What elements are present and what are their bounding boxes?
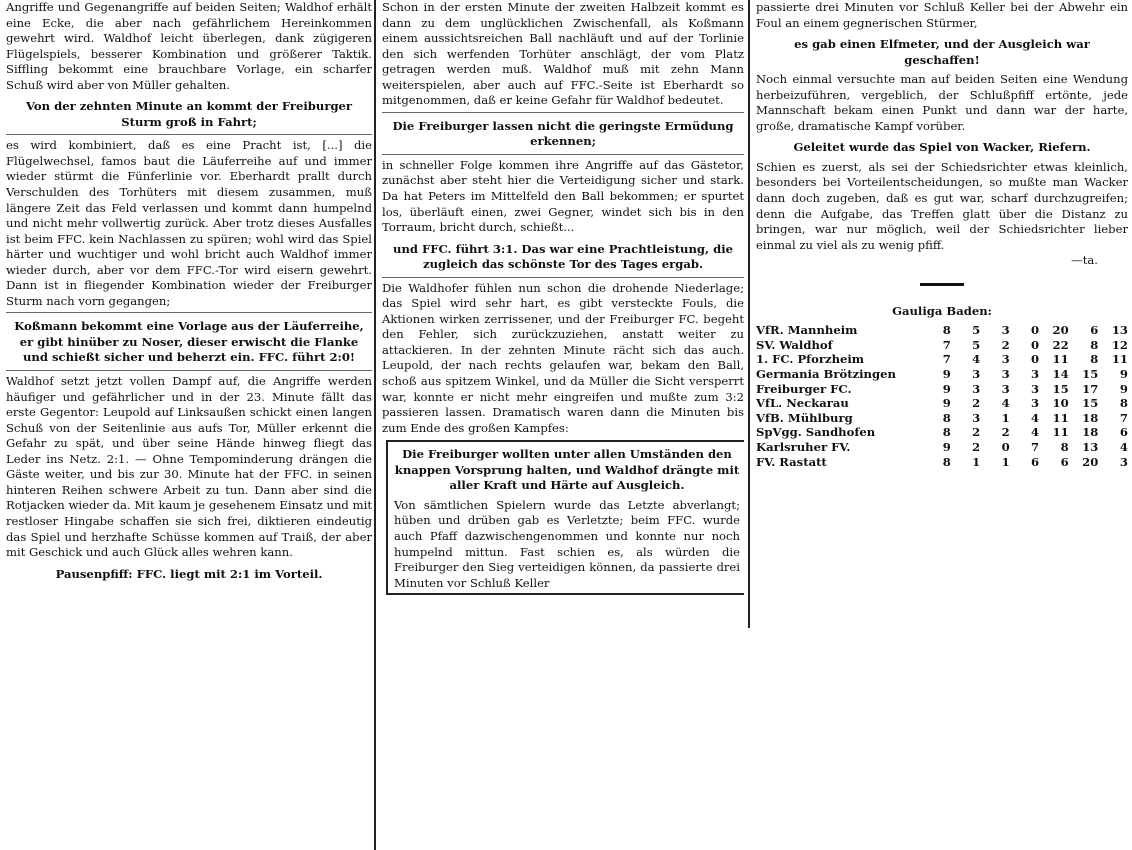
paragraph: Von sämtlichen Spielern wurde das Letzte abverlangt; hüben und drüben gab es Verletzte; beim FFC. wurde auch Pfaff dazwischengenommen und konnte nur noch humpelnd mittun. Fast schien es, als würden die Freiburger den Sieg verteidigen können, da passierte drei Minuten vor Schluß Keller <box>394 497 740 590</box>
article-column-2 <box>382 0 744 850</box>
stat-cell: 10 <box>1052 396 1069 411</box>
stat-cell: 9 <box>942 440 951 455</box>
stat-cell: 6 <box>1030 454 1040 469</box>
stat-cell: 11 <box>1052 352 1069 367</box>
paragraph: Angriffe und Gegenangriffe auf beiden Seiten; Waldhof erhält eine Ecke, die aber nach gefährlichem Hereinkommen gewehrt wird. Waldhof leicht überlegen, dank zügigeren Flügelspiels, besserer Kombination und größerer Taktik. Siffling bekommt eine brauchbare Vorlage, ein scharfer Schuß wird aber von Müller gehalten. <box>6 0 372 92</box>
subheading: Die Freiburger wollten unter allen Umständen den knappen Vorsprung halten, und Waldhof drängte mit aller Kraft und Härte auf Ausgleich. <box>394 447 740 493</box>
team-name-cell: VfR. Mannheim <box>756 323 858 338</box>
stat-cell: 9 <box>942 381 951 396</box>
table-row <box>756 338 1128 353</box>
stat-cell: 8 <box>942 454 951 469</box>
separator <box>6 370 372 371</box>
stat-cell: 13 <box>1111 323 1128 338</box>
stat-cell: 2 <box>972 440 981 455</box>
stat-cell: 20 <box>1082 454 1099 469</box>
stat-cell: 11 <box>1111 352 1128 367</box>
paragraph: es wird kombiniert, daß es eine Pracht ist, [...] die Flügelwechsel, famos baut die Läuferreihe auf und immer wieder stürmt die Fünferlinie vor. Eberhardt prallt durch Verschulden des Torhüters mit diesem zusammen, muß längere Zeit das Feld verlassen und kommt dann humpelnd und nicht mehr vollwertig zurück. Aber trotz dieses Ausfalles ist beim FFC. kein Nachlassen zu spüren; wohl wird das Spiel härter und wuchtiger und wohl bricht auch Waldhof immer wieder durch, aber vor dem FFC.-Tor wird eisern gewehrt. Dann ist in fliegender Kombination wieder der Freiburger Sturm nach vorn gegangen; <box>6 138 372 308</box>
subheading: Geleitet wurde das Spiel von Wacker, Riefern. <box>793 140 1091 155</box>
stat-cell: 7 <box>1030 440 1040 455</box>
separator <box>920 283 964 286</box>
stat-cell: 8 <box>1090 337 1099 352</box>
table-row <box>756 455 1128 470</box>
column-divider <box>374 0 376 850</box>
stat-cell: 7 <box>1119 410 1128 425</box>
table-row <box>756 396 1128 411</box>
team-name-cell: 1. FC. Pforzheim <box>756 352 865 367</box>
team-name-cell: Freiburger FC. <box>756 381 852 396</box>
stat-cell: 9 <box>1119 367 1128 382</box>
stat-cell: 3 <box>1001 323 1010 338</box>
stat-cell: 3 <box>1030 396 1040 411</box>
stat-cell: 3 <box>1030 381 1040 396</box>
stat-cell: 3 <box>972 381 981 396</box>
stat-cell: 6 <box>1060 454 1069 469</box>
stat-cell: 18 <box>1082 410 1099 425</box>
stat-cell: 4 <box>1119 440 1128 455</box>
team-name-cell: SV. Waldhof <box>756 337 833 352</box>
stat-cell: 22 <box>1052 337 1069 352</box>
stat-cell: 2 <box>1001 425 1010 440</box>
stat-cell: 8 <box>942 323 951 338</box>
team-name-cell: Germania Brötzingen <box>756 367 896 382</box>
paragraph: Die Waldhofer fühlen nun schon die drohende Niederlage; das Spiel wird sehr hart, es gibt versteckte Fouls, die Aktionen wirken zerrissener, und der Freiburger FC. begeht den Fehler, sich zurückzuziehen, anstatt weiter zu attackieren. In der zehnten Minute rächt sich das auch. Leupold, der nach rechts gelaufen war, bekam den Ball, schoß aus spitzem Winkel, und da Müller die Sicht versperrt war, konnte er nicht mehr eingreifen und mußte zum 3:2 passieren lassen. Dramatisch waren dann die Minuten bis zum Ende des großen Kampfes: <box>382 280 744 435</box>
stat-cell: 1 <box>972 454 981 469</box>
article-column-1 <box>6 0 372 850</box>
table-row <box>756 367 1128 382</box>
stat-cell: 18 <box>1082 425 1099 440</box>
subheading: Pausenpfiff: FFC. liegt mit 2:1 im Vorteil. <box>55 566 323 581</box>
stat-cell: 3 <box>1001 381 1010 396</box>
subheading: und FFC. führt 3:1. Das war eine Prachtleistung, die zugleich das schönste Tor des Tages ergab. <box>393 241 733 272</box>
table-row <box>756 411 1128 426</box>
stat-cell: 8 <box>1060 440 1069 455</box>
standings-table <box>756 323 1128 469</box>
stat-cell: 4 <box>1001 396 1010 411</box>
stat-cell: 20 <box>1052 323 1069 338</box>
team-name-cell: VfL. Neckarau <box>756 396 849 411</box>
separator <box>382 112 744 113</box>
stat-cell: 0 <box>1001 440 1010 455</box>
stat-cell: 8 <box>942 410 951 425</box>
subheading: Koßmann bekommt eine Vorlage aus der Läuferreihe, er gibt hinüber zu Noser, dieser erwischt die Flanke und schießt sicher und beherzt ein. FFC. führt 2:0! <box>14 319 364 365</box>
stat-cell: 7 <box>942 337 951 352</box>
stat-cell: 2 <box>972 396 981 411</box>
stat-cell: 0 <box>1030 352 1040 367</box>
separator <box>382 277 744 278</box>
column-divider <box>748 0 750 628</box>
paragraph: Schien es zuerst, als sei der Schiedsrichter etwas kleinlich, besonders bei Vorteilentscheidungen, so mußte man Wacker dann doch zugeben, daß es gut war, scharf durchzugreifen; denn die Aufgabe, das Treffen glatt über die Distanz zu bringen, war nur möglich, weil der Schiedsrichter lieber einmal zu viel als zu wenig pfiff. <box>756 159 1128 252</box>
stat-cell: 11 <box>1052 425 1069 440</box>
stat-cell: 12 <box>1111 337 1128 352</box>
stat-cell: 5 <box>972 323 981 338</box>
stat-cell: 1 <box>1001 410 1010 425</box>
stat-cell: 9 <box>942 396 951 411</box>
stat-cell: 3 <box>1001 352 1010 367</box>
stat-cell: 3 <box>1001 367 1010 382</box>
separator <box>382 154 744 155</box>
stat-cell: 3 <box>1030 367 1040 382</box>
stat-cell: 17 <box>1082 381 1099 396</box>
stat-cell: 4 <box>972 352 981 367</box>
stat-cell: 15 <box>1052 381 1069 396</box>
team-name-cell: FV. Rastatt <box>756 454 827 469</box>
stat-cell: 15 <box>1082 367 1099 382</box>
stat-cell: 7 <box>942 352 951 367</box>
stat-cell: 0 <box>1030 337 1040 352</box>
article-column-3 <box>756 0 1128 850</box>
paragraph: Waldhof setzt jetzt vollen Dampf auf, die Angriffe werden häufiger und gefährlicher und in der 23. Minute fällt das erste Gegentor: Leupold auf Linksaußen schickt einen langen Schuß von der Seitenlinie aus aufs Tor, Müller erkennt die Gefahr zu spät, und über seine Hände hinweg fliegt das Leder ins Netz. 2:1. — Ohne Tempominderung drängen die Gäste weiter, und bis zur 30. Minute hat der FFC. in seinen hinteren Reihen schwere Arbeit zu tun. Dann aber sind die Rotjacken wieder da. Mit kaum je gesehenem Einsatz und mit restloser Hingabe schaffen sie sich frei, diktieren eindeutig das Spiel und herzhafte Schüsse kommen auf Traiß, der aber mit Geschick und auch Glück alles wehren kann. <box>6 374 372 560</box>
stat-cell: 9 <box>1119 381 1128 396</box>
team-name-cell: VfB. Mühlburg <box>756 410 853 425</box>
stat-cell: 8 <box>1090 352 1099 367</box>
paragraph: passierte drei Minuten vor Schluß Keller bei der Abwehr ein Foul an einem gegnerischen Stürmer, <box>756 0 1128 30</box>
paragraph: Schon in der ersten Minute der zweiten Halbzeit kommt es dann zu dem unglücklichen Zwischenfall, als Koßmann einem aussichtsreichen Ball nachläuft und auf der Torlinie den sich werfenden Torhüter anschlägt, der vom Platz getragen werden muß. Waldhof muß mit zehn Mann weiterspielen, aber auch auf FFC.-Seite ist Eberhardt so mitgenommen, daß er keine Gefahr für Waldhof bedeutet. <box>382 0 744 108</box>
paragraph: Noch einmal versuchte man auf beiden Seiten eine Wendung herbeizuführen, vergeblich, der Schlußpfiff ertönte, jede Mannschaft bekam einen Punkt und dann war der harte, große, dramatische Kampf vorüber. <box>756 72 1128 133</box>
stat-cell: 8 <box>942 425 951 440</box>
stat-cell: 1 <box>1001 454 1010 469</box>
team-name-cell: SpVgg. Sandhofen <box>756 425 876 440</box>
stat-cell: 4 <box>1030 425 1040 440</box>
separator <box>6 312 372 313</box>
stat-cell: 6 <box>1090 323 1099 338</box>
paragraph: in schneller Folge kommen ihre Angriffe auf das Gästetor, zunächst aber steht hier die Verteidigung sicher und stark. Da hat Peters im Mittelfeld den Ball bekommen; er spurtet los, überläuft einen, zwei Gegner, windet sich bis in den Torraum, bricht durch, schießt... <box>382 157 744 235</box>
table-row <box>756 323 1128 338</box>
stat-cell: 5 <box>972 337 981 352</box>
stat-cell: 4 <box>1030 410 1040 425</box>
stat-cell: 2 <box>1001 337 1010 352</box>
stat-cell: 3 <box>972 410 981 425</box>
subheading: Die Freiburger lassen nicht die geringste Ermüdung erkennen; <box>392 118 734 149</box>
table-row <box>756 352 1128 367</box>
stat-cell: 6 <box>1119 425 1128 440</box>
table-row <box>756 440 1128 455</box>
stat-cell: 3 <box>1119 454 1128 469</box>
stat-cell: 14 <box>1052 367 1069 382</box>
boxed-section <box>386 440 744 595</box>
subheading: Von der zehnten Minute an kommt der Freiburger Sturm groß in Fahrt; <box>25 99 353 129</box>
stat-cell: 2 <box>972 425 981 440</box>
table-row <box>756 382 1128 397</box>
team-name-cell: Karlsruher FV. <box>756 440 851 455</box>
separator <box>6 134 372 135</box>
author-signature: —ta. <box>1071 253 1098 268</box>
stat-cell: 11 <box>1052 410 1069 425</box>
stat-cell: 0 <box>1030 323 1040 338</box>
stat-cell: 3 <box>972 367 981 382</box>
subheading: es gab einen Elfmeter, und der Ausgleich war geschaffen! <box>794 37 1090 67</box>
stat-cell: 13 <box>1082 440 1099 455</box>
stat-cell: 8 <box>1119 396 1128 411</box>
table-row <box>756 425 1128 440</box>
table-title: Gauliga Baden: <box>892 303 992 318</box>
stat-cell: 9 <box>942 367 951 382</box>
stat-cell: 15 <box>1082 396 1099 411</box>
